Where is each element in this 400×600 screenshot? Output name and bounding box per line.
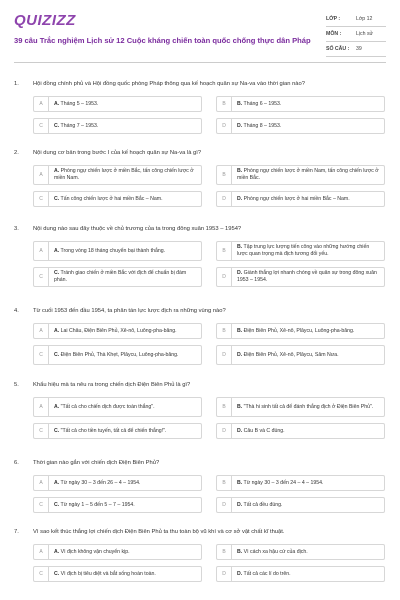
option-letter: B xyxy=(217,166,232,184)
option-letter: A xyxy=(34,97,49,111)
question-text: Vì sao kết thúc thắng lợi chiến dịch Điện Biên Phủ ta thu toàn bộ vũ khí và cơ sở vật chất kĩ thuật. xyxy=(33,529,285,535)
option-text: C. Vì địch bị tiêu diệt và bắt sống hoàn toàn. xyxy=(54,570,156,577)
question-4 xyxy=(14,307,386,358)
option-a[interactable] xyxy=(33,544,202,560)
option-letter: D xyxy=(217,498,232,512)
option-d[interactable] xyxy=(216,566,385,582)
option-c[interactable] xyxy=(33,497,202,513)
meta-label: MÔN : xyxy=(326,31,342,37)
option-letter: B xyxy=(217,476,232,490)
option-letter: C xyxy=(34,424,49,438)
option-text: B. Từ ngày 30 – 3 đến 24 – 4 – 1954. xyxy=(237,479,324,486)
option-letter: D xyxy=(217,268,232,286)
option-a[interactable] xyxy=(33,165,202,185)
option-letter: A xyxy=(34,545,49,559)
meta-row-class xyxy=(326,12,386,27)
option-text: D. Phòng ngự chiến lược ở hai miền Bắc – Nam. xyxy=(237,195,350,202)
option-letter: C xyxy=(34,268,49,286)
option-letter: D xyxy=(217,192,232,206)
question-3 xyxy=(14,225,386,283)
option-text: A. Vì địch không vận chuyển kịp. xyxy=(54,548,130,555)
question-text: Nội dung cơ bản trong bước I của kế hoạch quân sự Na-va là gì? xyxy=(33,150,202,156)
question-6 xyxy=(14,459,386,508)
option-d[interactable] xyxy=(216,267,385,287)
option-letter: C xyxy=(34,346,49,364)
question-1 xyxy=(14,80,386,129)
question-number: 6. xyxy=(14,460,19,466)
option-b[interactable] xyxy=(216,397,385,417)
option-text: D. Tất cả đều đúng. xyxy=(237,501,283,508)
option-text: A. Tháng 5 – 1953. xyxy=(54,100,99,107)
option-d[interactable] xyxy=(216,345,385,365)
meta-value: 39 xyxy=(356,46,362,52)
option-letter: B xyxy=(217,242,232,260)
option-b[interactable] xyxy=(216,323,385,339)
option-b[interactable] xyxy=(216,475,385,491)
option-text: C. Tháng 7 – 1953. xyxy=(54,122,99,129)
option-text: D. Điện Biên Phủ, Xê-nô, Plâycu, Sâm Nưa. xyxy=(237,351,339,358)
option-text: D. Câu B và C đúng. xyxy=(237,427,285,434)
option-text: A. "Tất cả cho chiến dịch được toàn thắng". xyxy=(54,403,155,410)
option-text: C. "Tất cả cho tiền tuyến, tất cả để chiến thắng!". xyxy=(54,427,167,434)
meta-row-count xyxy=(326,42,386,57)
option-c[interactable] xyxy=(33,566,202,582)
option-text: B. "Thà hi sinh tất cả để đánh thắng địch ở Điện Biên Phủ". xyxy=(237,403,374,410)
option-text: B. Tập trung lực lượng tiến công vào những hướng chiến lược quan trọng mà địch tương đối yếu. xyxy=(237,244,370,257)
option-letter: B xyxy=(217,398,232,416)
option-c[interactable] xyxy=(33,267,202,287)
option-c[interactable] xyxy=(33,423,202,439)
option-c[interactable] xyxy=(33,191,202,207)
option-letter: A xyxy=(34,242,49,260)
question-number: 4. xyxy=(14,308,19,314)
page-title: 39 câu Trắc nghiệm Lịch sử 12 Cuộc kháng chiến toàn quốc chống thực dân Pháp xyxy=(14,36,311,45)
option-b[interactable] xyxy=(216,241,385,261)
option-text: B. Phòng ngự chiến lược ở miền Nam, tấn công chiến lược ở miền Bắc. xyxy=(237,168,379,181)
question-2 xyxy=(14,149,386,202)
option-letter: C xyxy=(34,119,49,133)
question-number: 3. xyxy=(14,226,19,232)
option-text: C. Tấn công chiến lược ở hai miền Bắc – Nam. xyxy=(54,195,163,202)
option-letter: B xyxy=(217,545,232,559)
option-a[interactable] xyxy=(33,475,202,491)
option-letter: D xyxy=(217,424,232,438)
option-text: C. Điện Biên Phủ, Thà Khẹt, Plâycu, Luông-pha-băng. xyxy=(54,351,179,358)
option-text: C. Từ ngày 1 – 5 đến 5 – 7 – 1954. xyxy=(54,501,135,508)
option-text: D. Tất cả các lí do trên. xyxy=(237,570,291,577)
question-text: Nội dung nào sau đây thuộc về chủ trương của ta trong đông xuân 1953 – 1954? xyxy=(33,226,242,232)
question-5 xyxy=(14,381,386,434)
option-d[interactable] xyxy=(216,191,385,207)
option-a[interactable] xyxy=(33,323,202,339)
question-text: Từ cuối 1953 đến đầu 1954, ta phân tán lực lược địch ra những vùng nào? xyxy=(33,308,226,314)
question-7 xyxy=(14,528,386,577)
question-number: 7. xyxy=(14,529,19,535)
option-letter: C xyxy=(34,567,49,581)
option-letter: A xyxy=(34,324,49,338)
meta-value: Lịch sử xyxy=(356,31,374,37)
option-text: B. Tháng 6 – 1953. xyxy=(237,100,282,107)
option-text: D. Tháng 8 – 1953. xyxy=(237,122,282,129)
option-text: A. Từ ngày 30 – 3 đến 26 – 4 – 1954. xyxy=(54,479,141,486)
option-letter: D xyxy=(217,346,232,364)
question-number: 5. xyxy=(14,382,19,388)
meta-label: LỚP : xyxy=(326,16,341,22)
quizizz-logo: QUIZIZZ xyxy=(14,12,76,29)
option-c[interactable] xyxy=(33,118,202,134)
meta-value: Lớp 12 xyxy=(356,16,373,22)
question-text: Thời gian nào gắn với chiến dịch Điện Biên Phủ? xyxy=(33,460,160,466)
option-letter: D xyxy=(217,119,232,133)
option-b[interactable] xyxy=(216,96,385,112)
question-text: Khẩu hiệu mà ta nêu ra trong chiến dịch Điện Biên Phủ là gì? xyxy=(33,382,191,388)
option-letter: B xyxy=(217,97,232,111)
option-letter: C xyxy=(34,192,49,206)
option-a[interactable] xyxy=(33,241,202,261)
option-d[interactable] xyxy=(216,118,385,134)
question-text: Hội đồng chính phủ và Hội đồng quốc phòng Pháp thông qua kế hoạch quân sự Na-va vào thời gian nào? xyxy=(33,81,305,87)
option-d[interactable] xyxy=(216,423,385,439)
worksheet-header xyxy=(14,8,386,68)
option-text: D. Giành thắng lợi nhanh chóng về quân sự trong đông xuân 1953 – 1954. xyxy=(237,270,377,283)
option-letter: A xyxy=(34,398,49,416)
option-d[interactable] xyxy=(216,497,385,513)
option-letter: A xyxy=(34,476,49,490)
option-letter: C xyxy=(34,498,49,512)
option-text: A. Lai Châu, Điện Biên Phủ, Xê-nô, Luông-pha-băng. xyxy=(54,327,177,334)
option-text: B. Vì cách xa hậu cứ của địch. xyxy=(237,548,308,555)
meta-table xyxy=(326,12,386,57)
option-text: A. Phòng ngự chiến lược ở miền Bắc, tấn công chiến lược ở miền Nam. xyxy=(54,168,194,181)
option-b[interactable] xyxy=(216,544,385,560)
option-b[interactable] xyxy=(216,165,385,185)
option-letter: D xyxy=(217,567,232,581)
option-text: A. Trong vòng 18 tháng chuyển bại thành thắng. xyxy=(54,247,166,254)
option-text: C. Tránh giao chiến ở miền Bắc với địch để chuẩn bị đàm phán. xyxy=(54,270,187,283)
option-a[interactable] xyxy=(33,96,202,112)
option-c[interactable] xyxy=(33,345,202,365)
meta-row-subject xyxy=(326,27,386,42)
header-divider xyxy=(14,62,386,63)
option-text: B. Điện Biên Phủ, Xê-nô, Plâycu, Luông-pha-băng. xyxy=(237,327,355,334)
option-letter: A xyxy=(34,166,49,184)
option-letter: B xyxy=(217,324,232,338)
question-number: 2. xyxy=(14,150,19,156)
meta-label: SỐ CÂU : xyxy=(326,46,350,52)
question-number: 1. xyxy=(14,81,19,87)
option-a[interactable] xyxy=(33,397,202,417)
